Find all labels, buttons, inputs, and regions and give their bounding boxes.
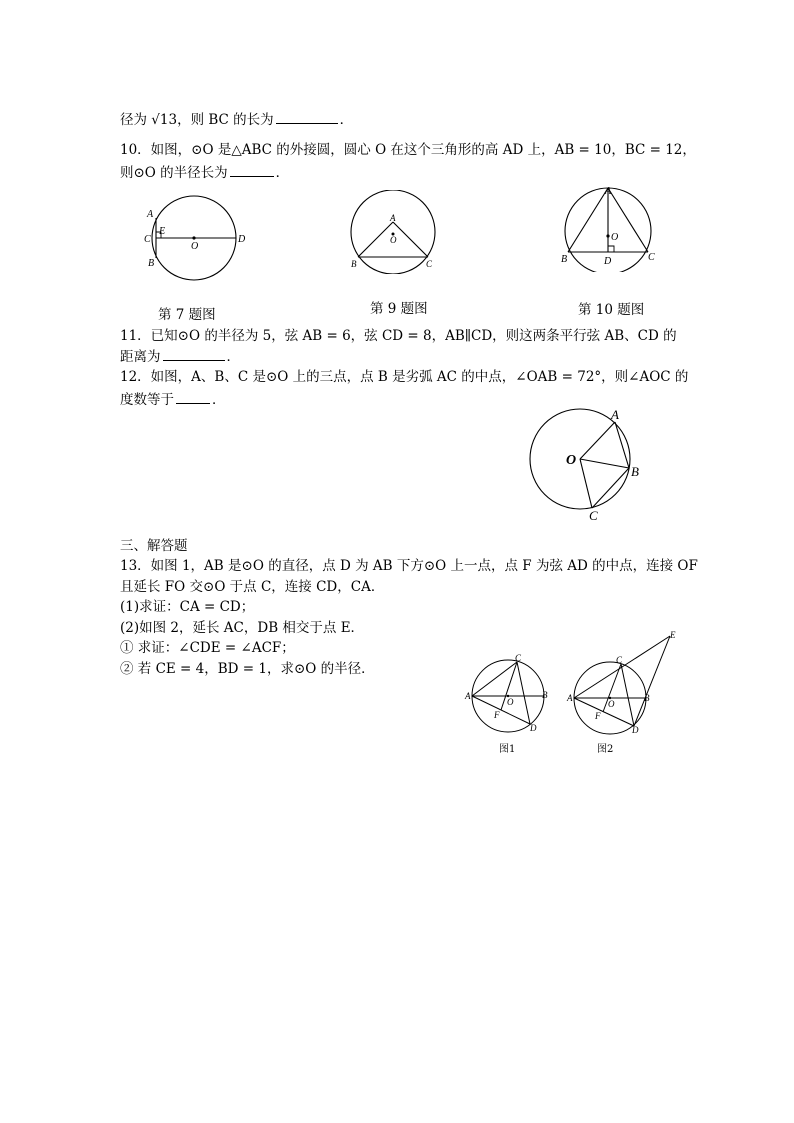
label-a: A (390, 213, 396, 223)
label-b: B (644, 693, 650, 703)
q10-line1: 10．如图，⊙O 是△ABC 的外接圆，圆心 O 在这个三角形的高 AD 上，AB = 10，BC = 12， (120, 142, 696, 158)
section-heading: 三、解答题 (120, 538, 188, 554)
q12-line2: 度数等于 ． (120, 392, 226, 408)
label-b: B (351, 259, 357, 269)
caption-fig9: 第 9 题图 (370, 301, 428, 317)
label-b: B (631, 464, 639, 479)
label-a: A (611, 407, 619, 422)
label-b: B (542, 690, 548, 700)
q13-part2b: ② 若 CE = 4，BD = 1，求⊙O 的半径． (120, 661, 375, 677)
label-o: O (608, 699, 615, 709)
label-o: O (507, 697, 514, 707)
answer-blank (176, 390, 210, 404)
label-c: C (589, 508, 598, 523)
caption-fig7: 第 7 题图 (158, 307, 216, 323)
label-a: A (465, 691, 471, 701)
label-e: E (159, 226, 166, 237)
q9-tail: 径为 √13，则 BC 的长为 ． (120, 112, 354, 128)
label-d: D (238, 234, 246, 245)
caption-fig13-2: 图2 (597, 744, 614, 755)
label-o: O (611, 232, 619, 243)
label-d: D (604, 256, 612, 267)
label-o: O (390, 235, 397, 245)
figure-12 (524, 402, 654, 526)
answer-blank (276, 110, 338, 124)
label-o: O (191, 241, 199, 252)
q13-part1: (1)求证：CA = CD； (120, 599, 255, 615)
label-f: F (595, 711, 601, 721)
figure-13-1 (462, 652, 554, 740)
answer-blank (230, 163, 274, 177)
label-a: A (567, 693, 573, 703)
label-d: D (632, 725, 639, 735)
label-c: C (515, 653, 522, 663)
label-b: B (148, 258, 155, 269)
figure-10 (558, 184, 662, 272)
q13-line1: 13．如图 1，AB 是⊙O 的直径，点 D 为 AB 下方⊙O 上一点，点 F 为弦 AD 的中点，连接 OF (120, 558, 698, 574)
caption-fig13-1: 图1 (499, 744, 516, 755)
q11-line2: 距离为 ． (120, 349, 240, 365)
caption-fig10: 第 10 题图 (578, 302, 645, 318)
label-d: D (530, 723, 537, 733)
figure-7 (138, 192, 250, 284)
label-c: C (426, 259, 433, 269)
label-a: A (605, 186, 612, 197)
label-o: O (566, 453, 577, 468)
label-f: F (494, 710, 500, 720)
q11-line1: 11．已知⊙O 的半径为 5，弦 AB = 6，弦 CD = 8，AB∥CD，则这两条平行弦 AB、CD 的 (120, 328, 677, 344)
label-c: C (648, 252, 655, 263)
label-c: C (616, 655, 623, 665)
label-b: B (561, 254, 568, 265)
answer-blank (163, 347, 225, 361)
figure-9 (346, 190, 440, 274)
q13-part2a: ① 求证：∠CDE = ∠ACF； (120, 640, 295, 656)
q13-line2: 且延长 FO 交⊙O 于点 C，连接 CD，CA． (120, 579, 385, 595)
q12-line1: 12．如图，A、B、C 是⊙O 上的三点，点 B 是劣弧 AC 的中点，∠OAB = 72°，则∠AOC 的 (120, 369, 689, 385)
label-c: C (144, 234, 151, 245)
label-e: E (670, 630, 676, 640)
q10-line2: 则⊙O 的半径长为 ． (120, 165, 290, 181)
q13-part2: (2)如图 2，延长 AC，DB 相交于点 E． (120, 620, 365, 636)
figure-13-2 (562, 628, 684, 740)
label-a: A (147, 209, 154, 220)
